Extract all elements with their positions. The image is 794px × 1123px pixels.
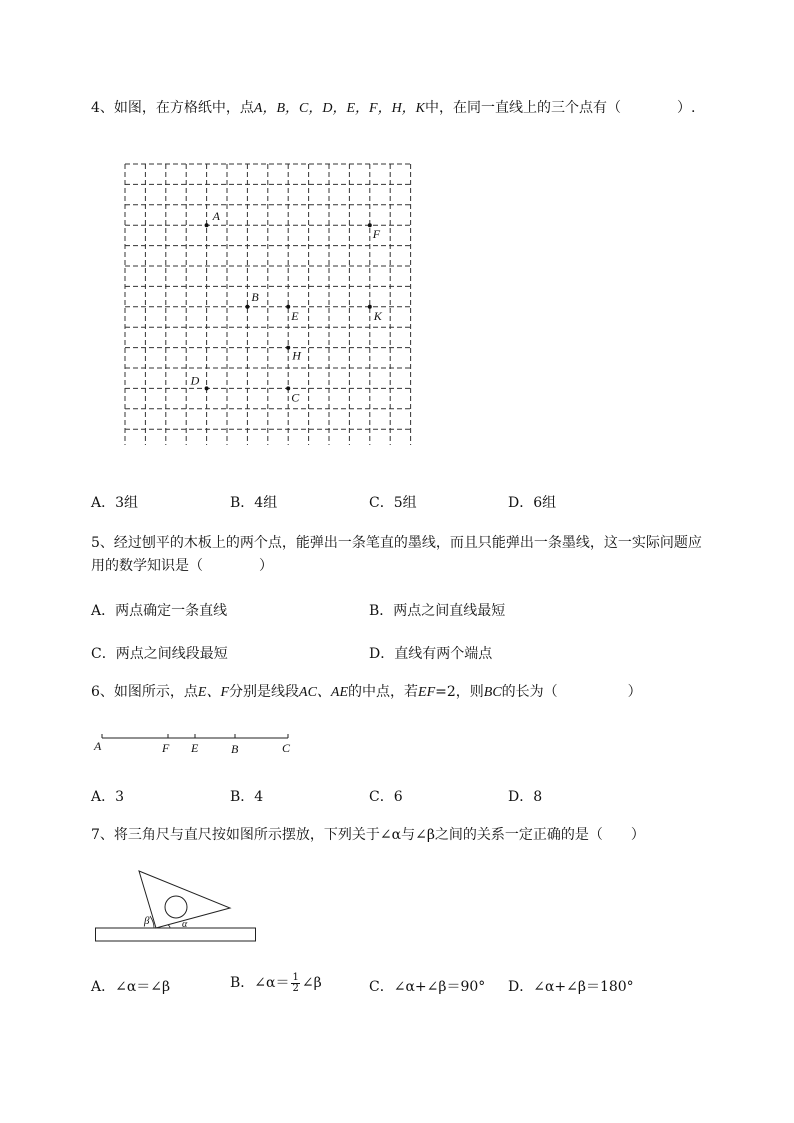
q7-triangle-ruler-figure [94,866,262,946]
q6-option-c[interactable]: C．6 [369,789,403,805]
label-h: H [292,348,301,363]
q4-option-b[interactable]: B．4组 [230,495,278,511]
q7-option-b-pre: B．∠α＝ [230,975,290,991]
label-beta: β [144,915,150,927]
label-f: F [162,741,170,755]
q6-stem-post: 的长为（ ） [501,684,642,700]
q7-option-a[interactable]: A．∠α＝∠β [91,979,171,995]
q5-stem-line2: 用的数学知识是（ ） [91,558,273,574]
q6-stem-pre: 6、如图所示，点 [91,684,198,700]
q4-option-c[interactable]: C．5组 [369,495,417,511]
q5-option-d[interactable]: D．直线有两个端点 [369,646,493,662]
fraction-numerator: 1 [292,971,299,983]
q6-stem-mid3: =2，则 [435,684,484,700]
label-a: A [94,739,102,753]
q7-option-d[interactable]: D．∠α+∠β＝180° [508,979,634,995]
label-e: E [191,741,199,755]
point-f [368,223,372,227]
fraction-one-half [291,973,299,994]
q6-ef: EF [418,685,436,700]
q4-stem-pre: 4、如图，在方格纸中，点 [91,100,254,116]
ruler [96,928,256,941]
q5-option-c[interactable]: C．两点之间线段最短 [91,646,228,662]
q7-option-b[interactable] [230,972,322,994]
q6-stem-mid1: 分别是线段 [229,684,300,700]
label-k: K [373,308,382,323]
q6-option-a[interactable]: A．3 [91,789,125,805]
q4-option-a[interactable]: A．3组 [91,495,139,511]
q4-option-d[interactable]: D．6组 [508,495,557,511]
fraction-denominator: 2 [292,982,299,994]
point-c [286,386,290,390]
label-alpha: α [182,919,188,930]
q5-stem-line1: 5、经过刨平的木板上的两个点，能弹出一条笔直的墨线，而且只能弹出一条墨线，这一实际问题应 [91,535,702,551]
point-a [205,223,209,227]
label-c: C [291,390,300,405]
label-e: E [291,308,299,323]
point-k [368,305,372,309]
q6-stem-mid2: 的中点，若 [348,684,419,700]
q6-option-d[interactable]: D．8 [508,789,543,805]
point-h [286,346,290,350]
q5-option-a[interactable]: A．两点确定一条直线 [91,603,228,619]
label-c: C [282,741,291,755]
label-a: A [212,209,220,224]
q7-option-c[interactable]: C．∠α+∠β＝90° [369,979,486,995]
q4-grid-figure [120,160,420,445]
q6-segment-figure [90,728,300,756]
label-b: B [231,742,239,756]
q4-stem [91,95,695,122]
label-b: B [251,289,259,304]
q4-point-list: A，B，C，D，E，F，H，K [253,101,426,116]
q6-option-b[interactable]: B．4 [230,789,264,805]
q5-option-b[interactable]: B．两点之间直线最短 [369,603,506,619]
point-e [286,305,290,309]
label-f: F [372,227,381,242]
point-d [205,386,209,390]
q7-stem: 7、将三角尺与直尺按如图所示摆放，下列关于∠α与∠β之间的关系一定正确的是（ ） [91,827,645,843]
q6-stem [91,679,642,706]
q4-stem-post: 中，在同一直线上的三个点有（ ）. [425,100,696,116]
point-b [245,305,249,309]
q7-option-b-post: ∠β [301,975,322,991]
q6-bc: BC [483,685,502,700]
q6-segments: AC、AE [299,685,349,700]
q6-points: E、F [197,685,230,700]
label-d: D [190,373,200,388]
